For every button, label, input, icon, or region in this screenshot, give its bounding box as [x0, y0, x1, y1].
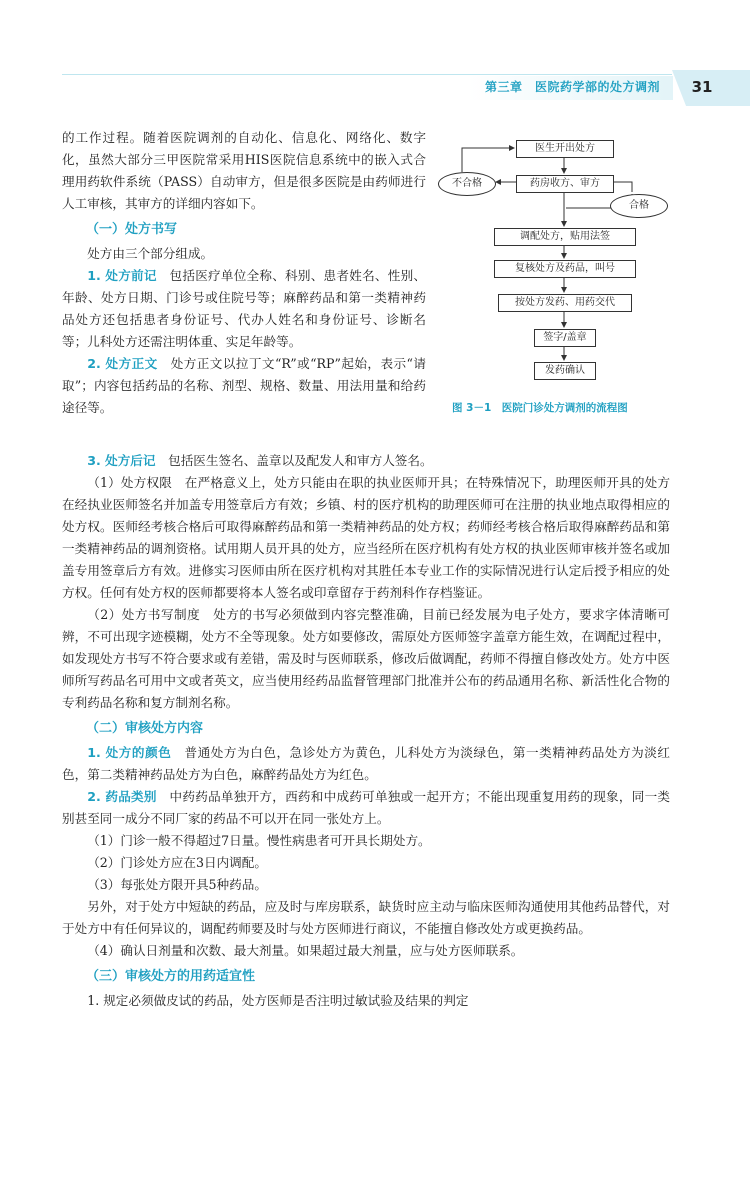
flow-step: 按处方发药、用药交代	[498, 294, 632, 312]
keyword: 3. 处方后记	[87, 453, 156, 468]
paragraph: 1. 处方的颜色 普通处方为白色，急诊处方为黄色，儿科处方为淡绿色，第一类精神药品处方为淡红色，第二类精神药品处方为白色，麻醉药品处方为红色。	[62, 745, 671, 782]
paragraph: （4）确认日剂量和次数、最大剂量。如果超过最大剂量，应与处方医师联系。	[87, 943, 524, 958]
page-number: 31	[691, 78, 713, 96]
intro-paragraph: 的工作过程。随着医院调剂的自动化、信息化、网络化、数字化，虽然大部分三甲医院常采用HIS医院信息系统中的嵌入式合理用药软件系统（PASS）自动审方，但是很多医院是由药师进行人工审核，其审方的详细内容如下。	[62, 130, 426, 211]
keyword: 2. 药品类别	[87, 789, 157, 804]
flow-step: 药房收方、审方	[516, 175, 614, 193]
main-column	[62, 450, 670, 1012]
header-rule	[62, 74, 672, 75]
qualified-node: 合格	[610, 194, 668, 218]
chapter-title: 第三章 医院药学部的处方调剂	[484, 80, 660, 94]
flow-step: 发药确认	[534, 362, 596, 380]
left-column	[62, 127, 426, 419]
paragraph: （2）处方书写制度 处方的书写必须做到内容完整准确，目前已经发展为电子处方，要求字体清晰可辨，不可出现字迹模糊，处方不全等现象。处方如要修改，需原处方医师签字盖章方能生效，在调配过程中，如发现处方书写不符合要求或有差错，需及时与医师联系，修改后做调配，药师不得擅自修改处方。处方中医师所写药品名可用中文或者英文，应当使用经药品监督管理部门批准并公布的药品通用名称、新活性化合物的专利药品名称和复方制剂名称。	[62, 607, 670, 710]
flow-step: 医生开出处方	[516, 140, 614, 158]
paragraph: （1）处方权限 在严格意义上，处方只能由在职的执业医师开具；在特殊情况下，助理医师开具的处方在经执业医师签名并加盖专用签章后方有效；乡镇、村的医疗机构的助理医师可在注册的执业地点取得相应的处方权。医师经考核合格后可取得麻醉药品和第一类精神药品的处方权；药师经考核合格后取得麻醉药品和第一类精神药品的调剂资格。试用期人员开具的处方，应当经所在医疗机构有处方权的执业医师审核并签名或加盖专用签章后方有效。进修实习医师由所在医疗机构对其胜任本专业工作的实际情况进行认定后授予相应的处方权。任何有处方权的医师都要将本人签名或印章留存于药剂科作存档鉴证。	[62, 475, 670, 600]
keyword: 1. 处方的颜色	[87, 745, 172, 760]
flow-step: 签字/盖章	[534, 329, 596, 347]
keyword: 2. 处方正文	[87, 356, 158, 371]
paragraph: 1. 处方前记 包括医疗单位全称、科别、患者姓名、性别、年龄、处方日期、门诊号或住院号等；麻醉药品和第一类精神药品处方还包括患者身份证号、代办人姓名和身份证号、诊断名等；儿科处方还需注明体重、实足年龄等。	[62, 268, 426, 349]
paragraph: （2）门诊处方应在3日内调配。	[87, 855, 267, 870]
paragraph: （1）门诊一般不得超过7日量。慢性病患者可开具长期处方。	[87, 833, 431, 848]
paragraph: 处方由三个部分组成。	[87, 246, 214, 261]
paragraph: （3）每张处方限开具5种药品。	[87, 877, 267, 892]
paragraph: 3. 处方后记 包括医生签名、盖章以及配发人和审方人签名。	[87, 453, 433, 468]
figure-caption: 图 3－1 医院门诊处方调剂的流程图	[452, 402, 628, 414]
paragraph: 1. 规定必须做皮试的药品，处方医师是否注明过敏试验及结果的判定	[87, 993, 469, 1008]
section-1-title: （一）处方书写	[86, 222, 178, 237]
section-2-title: （二）审核处方内容	[86, 721, 204, 736]
flow-step: 调配处方，贴用法签	[494, 228, 636, 246]
unqualified-node: 不合格	[438, 172, 496, 196]
section-3-title: （三）审核处方的用药适宜性	[86, 969, 256, 984]
paragraph: 另外，对于处方中短缺的药品，应及时与库房联系，缺货时应主动与临床医师沟通使用其他药品替代，对于处方中有任何异议的，调配药师要及时与处方医师进行商议，不能擅自修改处方或更换药品。	[62, 899, 670, 936]
flow-step: 复核处方及药品，叫号	[494, 260, 636, 278]
paragraph: 2. 药品类别 中药药品单独开方，西药和中成药可单独或一起开方；不能出现重复用药的现象，同一类别甚至同一成分不同厂家的药品不可以开在同一张处方上。	[62, 789, 670, 826]
paragraph: 2. 处方正文 处方正文以拉丁文“R”或“RP”起始，表示“请取”；内容包括药品的名称、剂型、规格、数量、用法用量和给药途径等。	[62, 356, 426, 415]
flowchart	[432, 130, 670, 392]
keyword: 1. 处方前记	[87, 268, 157, 283]
